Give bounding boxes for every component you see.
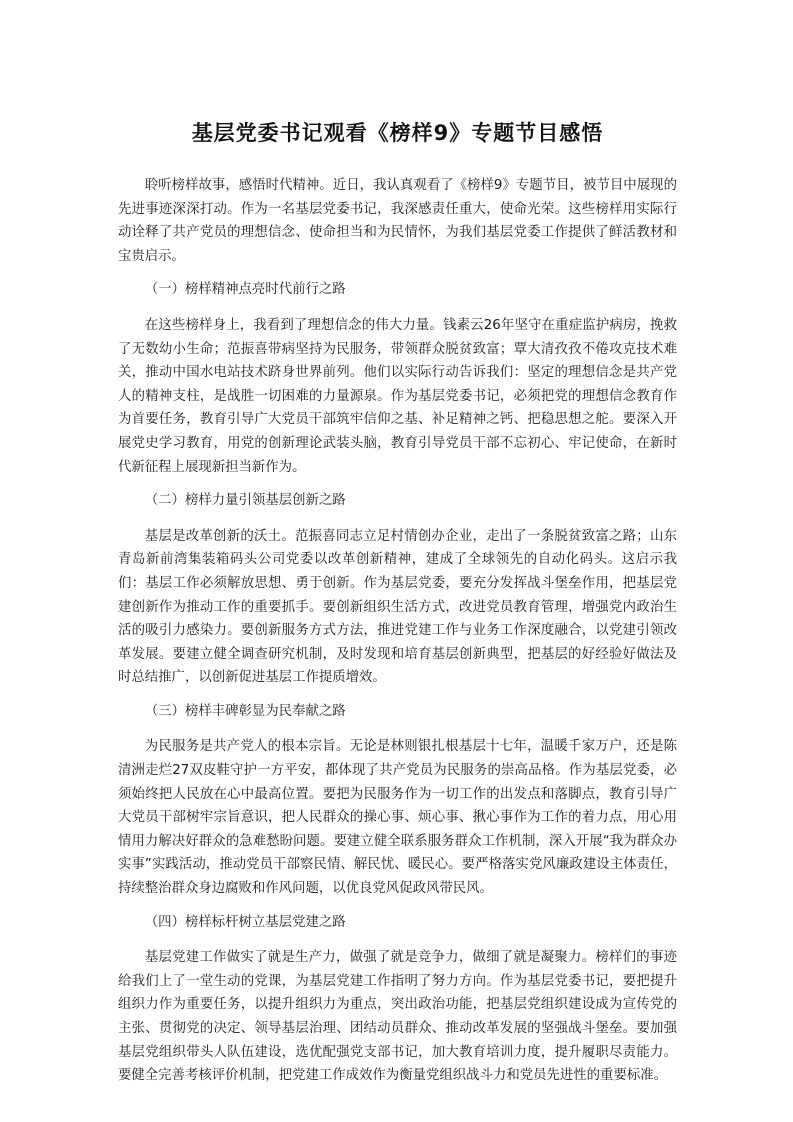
section-heading-4: （四）榜样标杆树立基层党建之路 [144,914,346,930]
intro-paragraph: 聆听榜样故事，感悟时代精神。近日，我认真观看了《榜样9》专题节目，被节目中展现的先进事迹深深打动。作为一名基层党委书记，我深感责任重大，使命光荣。这些榜样用实际行动诠释了共产党员的理想信念、使命担当和为民情怀，为我们基层党委工作提供了鲜活教材和宝贵启示。 [118,178,677,264]
section-body-4: 基层党建工作做实了就是生产力，做强了就是竞争力，做细了就是凝聚力。榜样们的事迹给我们上了一堂生动的党课，为基层党建工作指明了努力方向。作为基层党委书记，要把提升组织力作为重要任务，以提升组织力为重点，突出政治功能，把基层党组织建设成为宣传党的主张、贯彻党的决定、领导基层治理、团结动员群众、推动改革发展的坚强战斗堡垒。要加强基层党组织带头人队伍建设，选优配强党支部书记，加大教育培训力度，提升履职尽责能力。要健全完善考核评价机制，把党建工作成效作为衡量党组织战斗力和党员先进性的重要标准。 [118,950,677,1084]
section-heading-3: （三）榜样丰碑彰显为民奉献之路 [144,703,346,719]
document-title: 基层党委书记观看《榜样9》专题节目感悟 [191,121,604,145]
section-heading-2: （二）榜样力量引领基层创新之路 [144,493,346,509]
section-body-1: 在这些榜样身上，我看到了理想信念的伟大力量。钱素云26年坚守在重症监护病房，挽救了无数幼小生命；范振喜带病坚持为民服务，带领群众脱贫致富；覃大清孜孜不倦攻克技术难关，推动中国水电站技术跻身世界前列。他们以实际行动告诉我们：坚定的理想信念是共产党人的精神支柱，是战胜一切困难的力量源泉。作为基层党委书记，必须把党的理想信念教育作为首要任务，教育引导广大党员干部筑牢信仰之基、补足精神之钙、把稳思想之舵。要深入开展党史学习教育，用党的创新理论武装头脑，教育引导党员干部不忘初心、牢记使命，在新时代新征程上展现新担当新作为。 [118,317,677,475]
section-heading-1: （一）榜样精神点亮时代前行之路 [144,282,346,298]
section-body-2: 基层是改革创新的沃土。范振喜同志立足村情创办企业，走出了一条脱贫致富之路；山东青岛新前湾集装箱码头公司党委以改革创新精神，建成了全球领先的自动化码头。这启示我们：基层工作必须解放思想、勇于创新。作为基层党委，要充分发挥战斗堡垒作用，把基层党建创新作为推动工作的重要抓手。要创新组织生活方式，改进党员教育管理，增强党内政治生活的吸引力感染力。要创新服务方式方法，推进党建工作与业务工作深度融合，以党建引领改革发展。要建立健全调查研究机制，及时发现和培育基层创新典型，把基层的好经验好做法及时总结推广，以创新促进基层工作提质增效。 [118,528,677,686]
section-body-3: 为民服务是共产党人的根本宗旨。无论是林则银扎根基层十七年，温暖千家万户，还是陈清洲走烂27双皮鞋守护一方平安，都体现了共产党员为民服务的崇高品格。作为基层党委，必须始终把人民放在心中最高位置。要把为民服务作为一切工作的出发点和落脚点，教育引导广大党员干部树牢宗旨意识，把人民群众的操心事、烦心事、揪心事作为工作的着力点，用心用情用力解决好群众的急难愁盼问题。要建立健全联系服务群众工作机制，深入开展“我为群众办实事”实践活动，推动党员干部察民情、解民忧、暖民心。要严格落实党风廉政建设主体责任，持续整治群众身边腐败和作风问题，以优良党风促政风带民风。 [118,739,677,897]
